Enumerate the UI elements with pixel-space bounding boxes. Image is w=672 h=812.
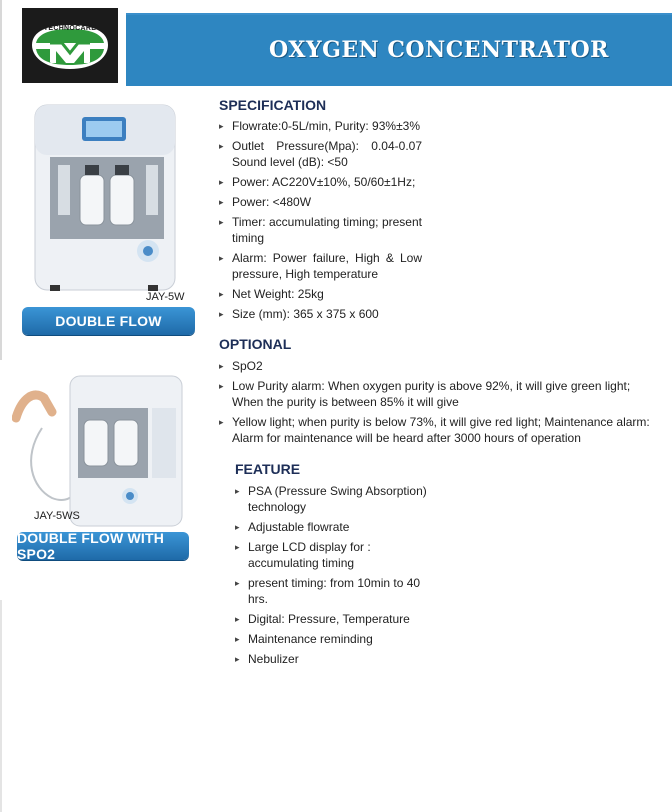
- logo-text: TECHNOCARE: [43, 25, 97, 32]
- optional-heading: OPTIONAL: [219, 336, 292, 352]
- badge-double-flow-with-spo2: DOUBLE FLOW WITH SPO2: [17, 532, 189, 560]
- page-left-rule-lower: [0, 600, 2, 812]
- list-item: ▸ Nebulizer: [235, 651, 435, 667]
- feature-heading: FEATURE: [235, 461, 301, 477]
- list-item: ▸ Power: <480W: [219, 194, 422, 210]
- specification-heading: SPECIFICATION: [219, 97, 327, 113]
- list-item: ▸ Low Purity alarm: When oxygen purity is above 92%, it will give green light; When the purity is between 85% it will give: [219, 378, 657, 410]
- list-item: ▸ Adjustable flowrate: [235, 519, 435, 535]
- list-item: ▸ Large LCD display for : accumulating timing: [235, 539, 435, 571]
- list-item: ▸ Size (mm): 365 x 375 x 600: [219, 306, 422, 322]
- list-item: ▸ present timing: from 10min to 40 hrs.: [235, 575, 435, 607]
- model-label-jay-5ws: JAY-5WS: [34, 510, 80, 522]
- badge-double-flow: DOUBLE FLOW: [22, 307, 195, 335]
- specification-list: [219, 118, 422, 326]
- optional-list: [219, 358, 657, 450]
- page-title: OXYGEN CONCENTRATOR: [269, 37, 609, 63]
- feature-list: [235, 483, 435, 671]
- list-item: ▸ Digital: Pressure, Temperature: [235, 611, 435, 627]
- oxygen-concentrator-jay-5w-image: [30, 95, 180, 295]
- page-left-rule: [0, 0, 2, 360]
- list-item: ▸ SpO2: [219, 358, 657, 374]
- list-item: ▸ Power: AC220V±10%, 50/60±1Hz;: [219, 174, 422, 190]
- model-label-jay-5w: JAY-5W: [146, 291, 185, 303]
- list-item: ▸ Yellow light; when purity is below 73%, it will give red light; Maintenance alarm: Alarm for maintenance will be heard after 3000 hours of operation: [219, 414, 657, 446]
- list-item: ▸ Maintenance reminding: [235, 631, 435, 647]
- list-item: ▸ Flowrate:0-5L/min, Purity: 93%±3%: [219, 118, 422, 134]
- list-item: ▸ Outlet Pressure(Mpa): 0.04-0.07 Sound level (dB): <50: [219, 138, 422, 170]
- header-banner: [126, 13, 672, 86]
- list-item: ▸ Alarm: Power failure, High & Low pressure, High temperature: [219, 250, 422, 282]
- oxygen-concentrator-jay-5ws-image: [12, 368, 187, 528]
- list-item: ▸ Timer: accumulating timing; present timing: [219, 214, 422, 246]
- technocare-logo: [22, 8, 118, 83]
- list-item: ▸ Net Weight: 25kg: [219, 286, 422, 302]
- list-item: ▸ PSA (Pressure Swing Absorption) technology: [235, 483, 435, 515]
